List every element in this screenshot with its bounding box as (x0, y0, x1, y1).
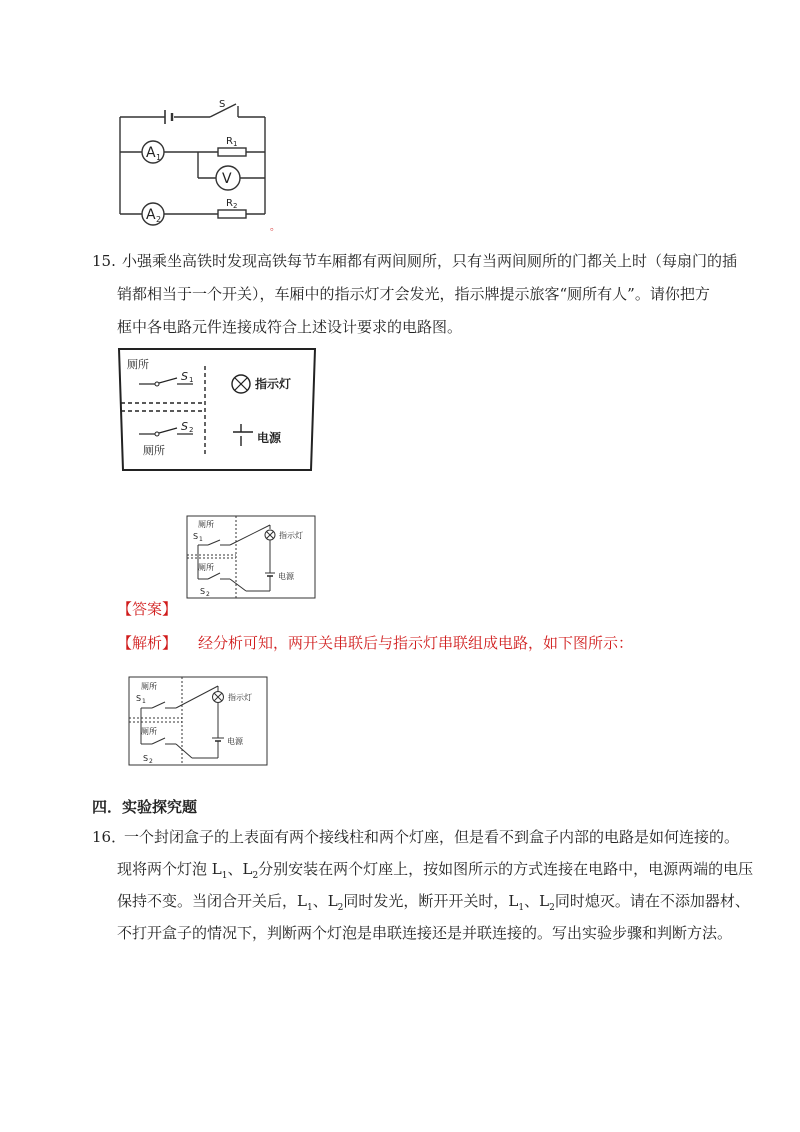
q15-line-2: 销都相当于一个开关），车厢中的指示灯才会发光，指示牌提示旅客“厕所有人”。请你把方 (117, 285, 710, 303)
voltmeter-label: V (222, 171, 232, 187)
ans2-s2-sub: 2 (149, 758, 153, 765)
section-title: 四．实验探究题 (92, 798, 198, 816)
toilet1-label: 厕所 (127, 358, 149, 371)
toilet2-label: 厕所 (143, 444, 165, 457)
red-dot-mark: 。 (270, 222, 280, 232)
analysis-label: 【解析】 (117, 634, 178, 652)
ans1-power: 电源 (278, 572, 294, 581)
ans1-s2: S (200, 587, 206, 596)
lamp-label: 指示灯 (255, 377, 292, 391)
q15-line-3: 框中各电路元件连接成符合上述设计要求的电路图。 (117, 318, 463, 336)
q16-line-3: 保持不变。当闭合开关后，$L_1$、$L_2$同时发光，断开开关时，$L_1$、$L_2$同时熄灭。请在不添加器材、 (117, 892, 750, 913)
ans2-s2: S (143, 754, 149, 763)
resistor2-sub: 2 (233, 202, 238, 210)
ans1-s1-sub: 1 (199, 536, 203, 543)
ans2-s1-sub: 1 (142, 698, 146, 705)
resistor1-label: R (226, 136, 233, 147)
ans1-lamp: 指示灯 (279, 531, 303, 540)
q16-line-2: 现将两个灯泡 $L_1$、$L_2$分别安装在两个灯座上，按如图所示的方式连接在电路中，电源两端的电压 (117, 860, 754, 881)
q15-line-1: 小强乘坐高铁时发现高铁每节车厢都有两间厕所，只有当两间厕所的门都关上时（每扇门的插 (122, 252, 738, 270)
ans2-toilet2: 厕所 (141, 727, 157, 736)
q15-answer-figure-2 (128, 676, 268, 766)
q15-problem-figure (115, 346, 320, 476)
switch-label: S (219, 99, 226, 110)
ammeter2-sub: 2 (156, 215, 162, 224)
ans1-s2-sub: 2 (206, 591, 210, 598)
ammeter2-label: A (146, 207, 156, 223)
circuit-diagram-14 (110, 92, 280, 232)
s1-label: S (181, 370, 188, 383)
q16-number: 16． (92, 828, 127, 846)
q15-number: 15. (92, 252, 116, 270)
ammeter1-label: A (146, 145, 156, 161)
resistor2-label: R (226, 198, 233, 209)
s1-sub: 1 (189, 376, 194, 384)
s2-sub: 2 (189, 426, 194, 434)
answer-label: 【答案】 (117, 600, 178, 618)
ans1-toilet2: 厕所 (198, 563, 214, 572)
ans2-s1: S (136, 694, 142, 703)
ans2-power: 电源 (227, 737, 243, 746)
ans1-toilet1: 厕所 (198, 520, 214, 529)
q16-line-1: 一个封闭盒子的上表面有两个接线柱和两个灯座，但是看不到盒子内部的电路是如何连接的。 (124, 828, 740, 846)
ammeter1-sub: 1 (156, 153, 162, 162)
resistor1-sub: 1 (233, 140, 238, 148)
ans2-lamp: 指示灯 (228, 693, 252, 702)
q16-line-4: 不打开盒子的情况下，判断两个灯泡是串联连接还是并联连接的。写出实验步骤和判断方法。 (117, 924, 733, 942)
q15-answer-figure-1 (186, 515, 316, 599)
power-label: 电源 (257, 431, 282, 445)
ans2-toilet1: 厕所 (141, 682, 157, 691)
ans1-s1: S (193, 532, 199, 541)
analysis-text: 经分析可知，两开关串联后与指示灯串联组成电路，如下图所示： (198, 634, 634, 652)
s2-label: S (181, 420, 188, 433)
